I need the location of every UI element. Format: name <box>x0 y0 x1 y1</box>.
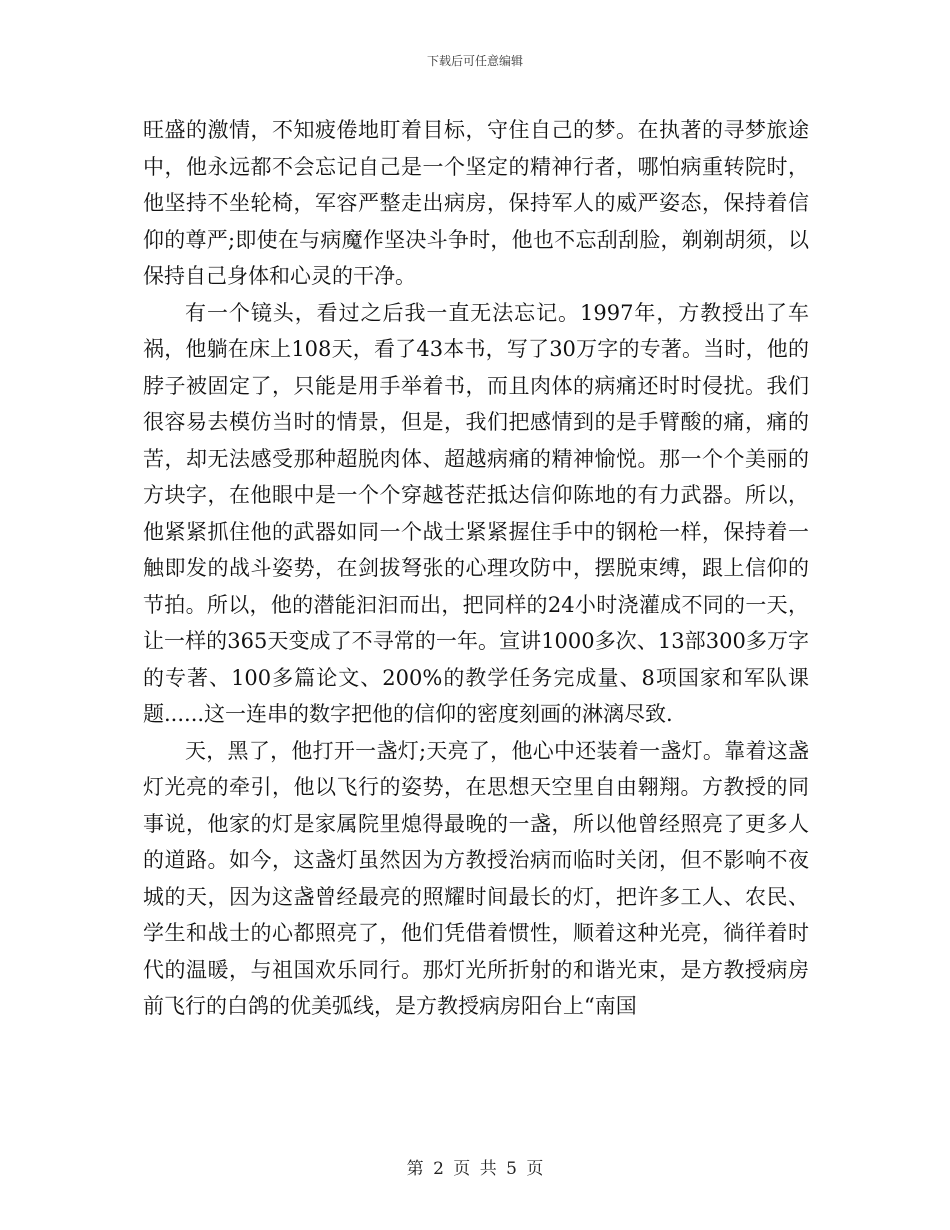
paragraph-1: 旺盛的激情，不知疲倦地盯着目标，守住自己的梦。在执著的寻梦旅途中，他永远都不会忘记自己是一个坚定的精神行者，哪怕病重转院时，他坚持不坐轮椅，军容严整走出病房，保持军人的威严姿态，保持着信仰的尊严;即使在与病魔作坚决斗争时，他也不忘刮刮脸，剃剃胡须，以保持自己身体和心灵的干净。 <box>143 118 809 288</box>
document-body <box>143 112 809 1025</box>
paragraph-2: 有一个镜头，看过之后我一直无法忘记。1997年，方教授出了车祸，他躺在床上108天，看了43本书，写了30万字的专著。当时，他的脖子被固定了，只能是用手举着书，而且肉体的病痛还时时侵扰。我们很容易去模仿当时的情景，但是，我们把感情到的是手臂酸的痛，痛的苦，却无法感受那种超脱肉体、超越病痛的精神愉悦。那一个个美丽的方块字，在他眼中是一个个穿越苍茫抵达信仰陈地的有力武器。所以，他紧紧抓住他的武器如同一个战士紧紧握住手中的钢枪一样，保持着一触即发的战斗姿势，在剑拔弩张的心理攻防中，摆脱束缚，跟上信仰的节拍。所以，他的潜能汩汩而出，把同样的24小时浇灌成不同的一天，让一样的365天变成了不寻常的一年。宣讲1000多次、13部300多万字的专著、100多篇论文、200%的教学任务完成量、8项国家和军队课题......这一连串的数字把他的信仰的密度刻画的淋漓尽致. <box>143 300 809 726</box>
page-number-footer: 第 2 页 共 5 页 <box>406 1159 544 1179</box>
paragraph-3: 天，黑了，他打开一盏灯;天亮了，他心中还装着一盏灯。靠着这盏灯光亮的牵引，他以飞行的姿势，在思想天空里自由翱翔。方教授的同事说，他家的灯是家属院里熄得最晚的一盏，所以他曾经照亮了更多人的道路。如今，这盏灯虽然因为方教授治病而临时关闭，但不影响不夜城的天，因为这盏曾经最亮的照耀时间最长的灯，把许多工人、农民、学生和战士的心都照亮了，他们凭借着惯性，顺着这种光亮，徜徉着时代的温暖，与祖国欢乐同行。那灯光所折射的和谐光束，是方教授病房前飞行的白鸽的优美弧线，是方教授病房阳台上“南国 <box>143 738 809 1018</box>
page-header-note: 下载后可任意编辑 <box>426 54 523 68</box>
